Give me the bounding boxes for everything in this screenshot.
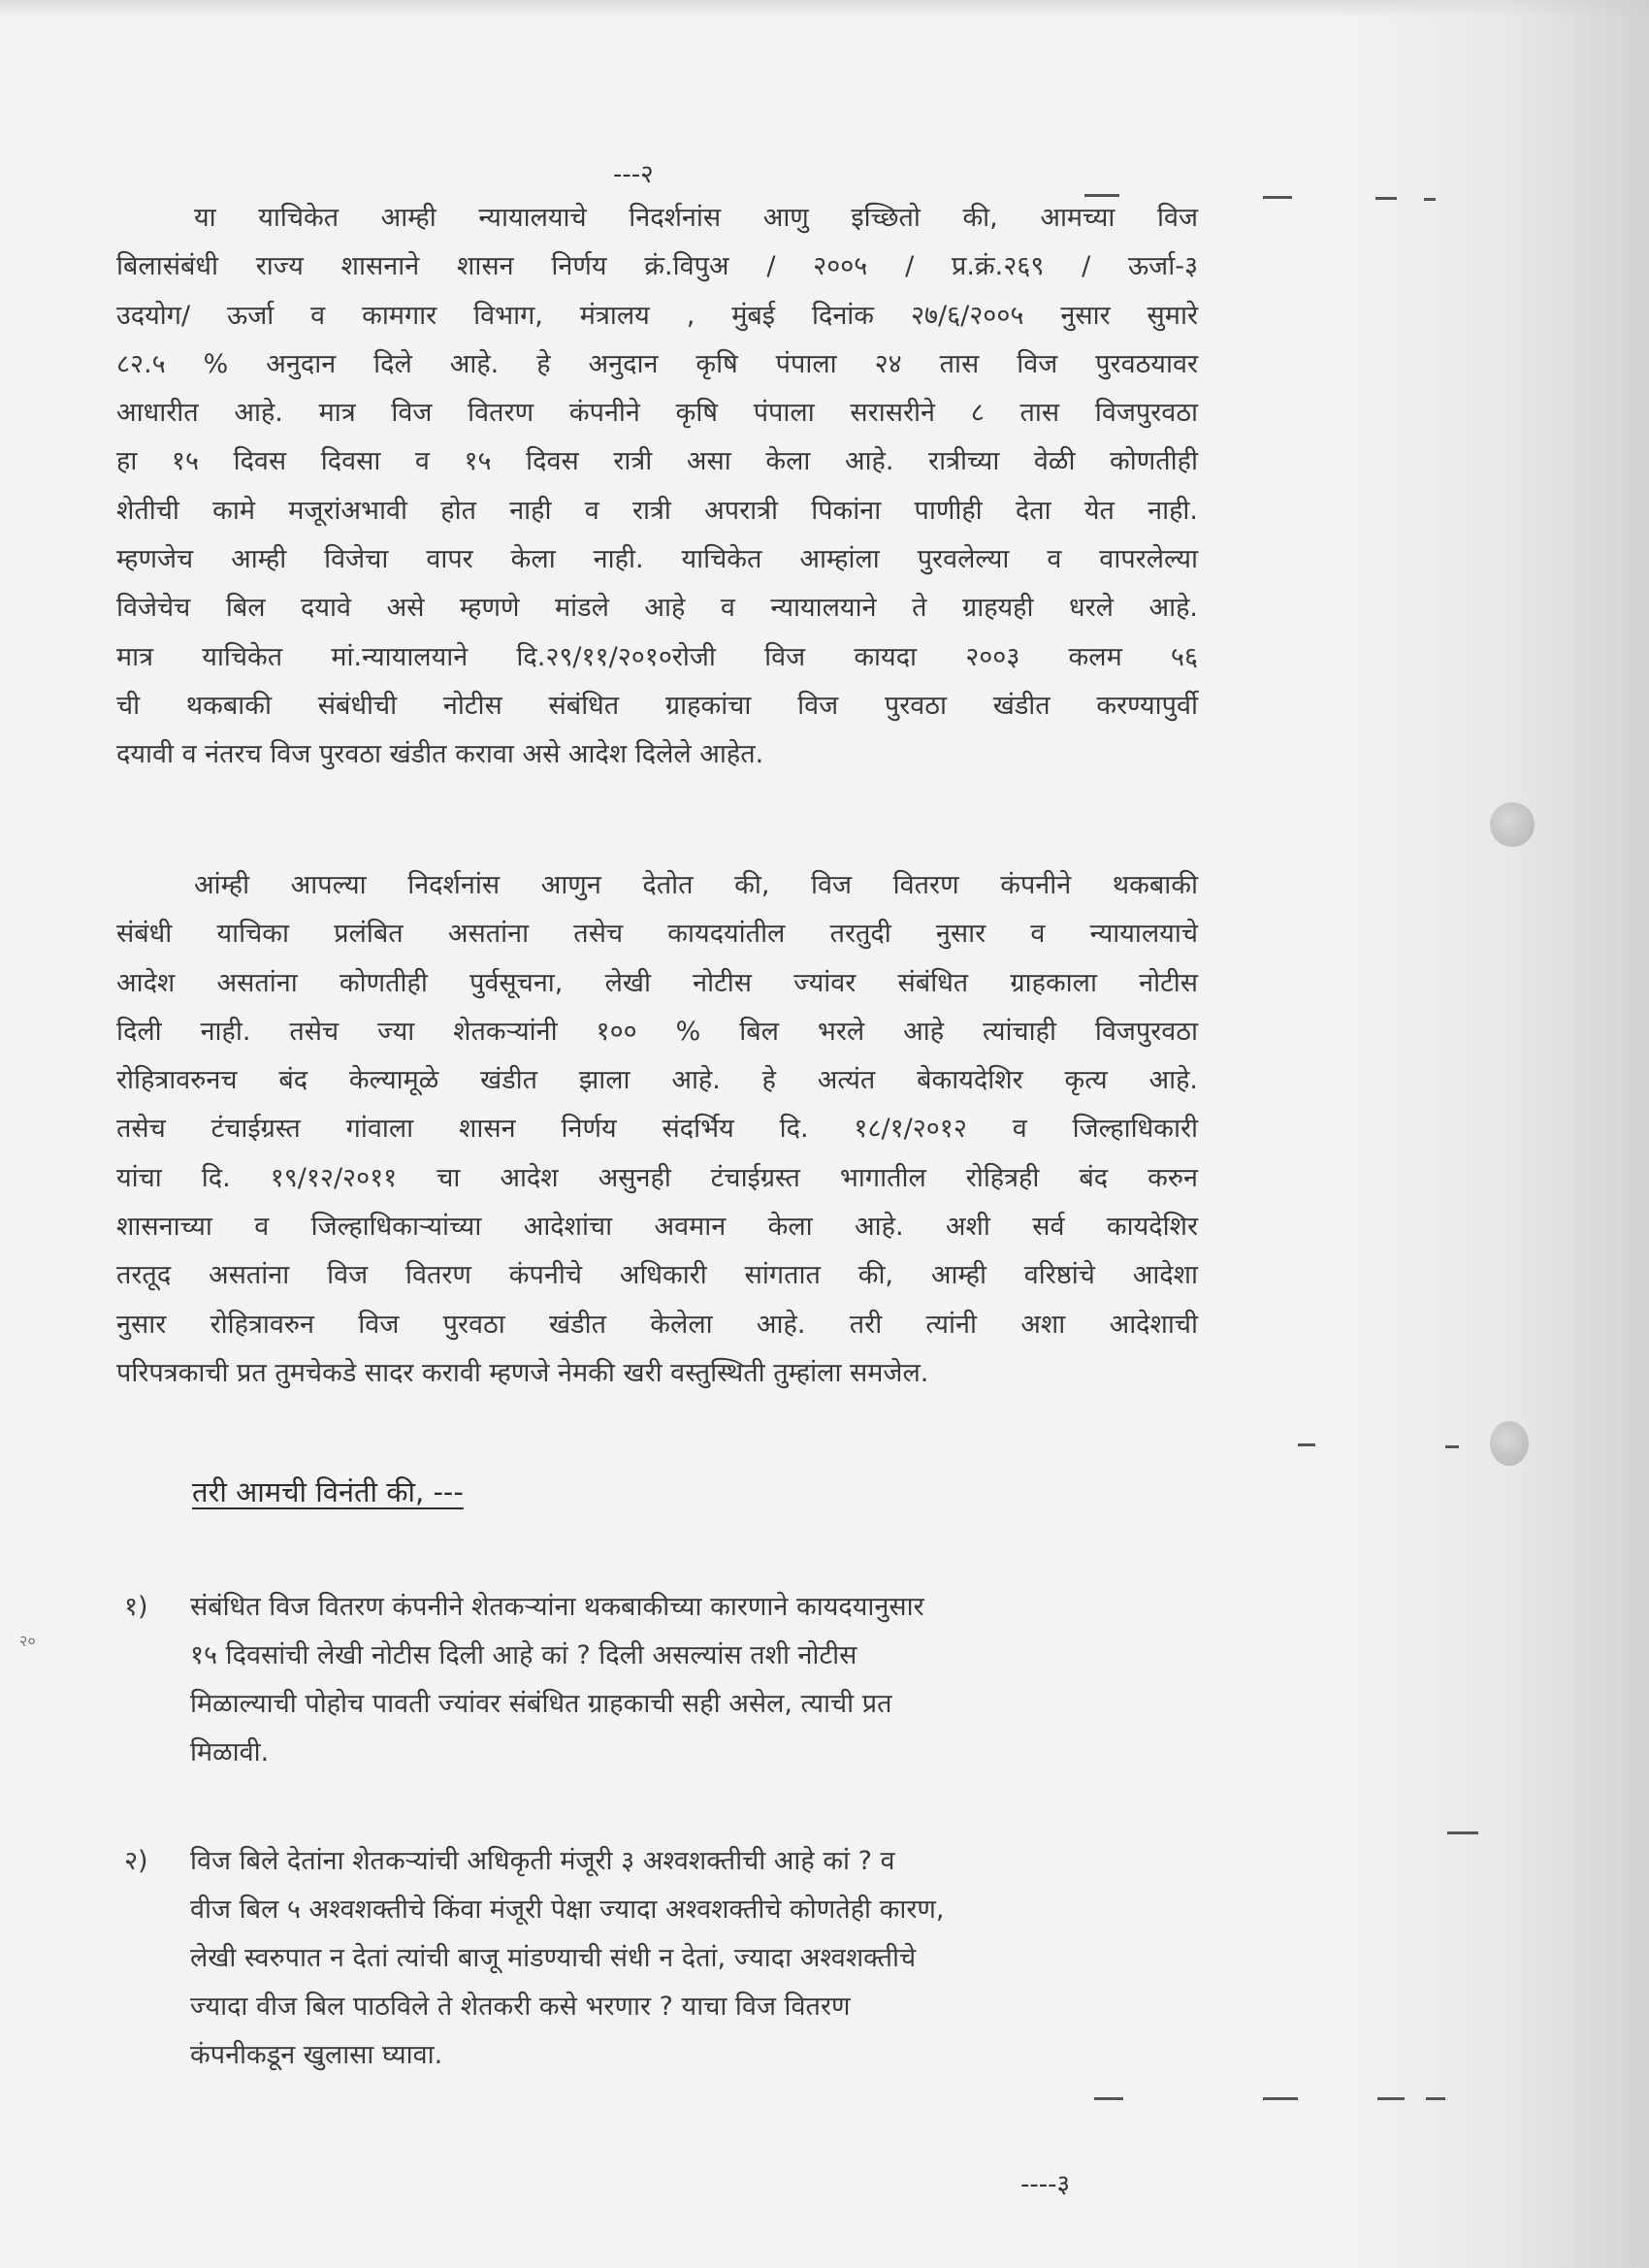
- margin-dash: [1377, 2097, 1405, 2100]
- margin-dash: [1445, 1445, 1459, 1448]
- paragraph-line: दिली नाही. तसेच ज्या शेतकऱ्यांनी १०० % बिल भरले आहे त्यांचाही विजपुरवठा: [116, 1016, 1198, 1047]
- request-heading: तरी आमची विनंती की, ---: [192, 1475, 464, 1508]
- paragraph-line: नुसार रोहित्रावरुन विज पुरवठा खंडीत केलेला आहे. तरी त्यांनी अशा आदेशाची: [116, 1309, 1198, 1340]
- paragraph-line: या याचिकेत आम्ही न्यायालयाचे निदर्शनांस आणु इच्छितो की, आमच्या विज: [194, 203, 1198, 233]
- paragraph-line: दयावी व नंतरच विज पुरवठा खंडीत करावा असे आदेश दिलेले आहेत.: [116, 739, 764, 770]
- paragraph-line: आधारीत आहे. मात्र विज वितरण कंपनीने कृषि पंपाला सरासरीने ८ तास विजपुरवठा: [116, 398, 1198, 429]
- paragraph-line: शासनाच्या व जिल्हाधिकाऱ्यांच्या आदेशांचा अवमान केला आहे. अशी सर्व कायदेशिर: [116, 1212, 1198, 1243]
- paragraph-line: तसेच टंचाईग्रस्त गांवाला शासन निर्णय संदर्भिय दि. १८/१/२०१२ व जिल्हाधिकारी: [116, 1114, 1198, 1145]
- margin-dash: [1447, 1831, 1478, 1834]
- paragraph-line: ची थकबाकी संबंधीची नोटीस संबंधित ग्राहकांचा विज पुरवठा खंडीत करण्यापुर्वी: [116, 690, 1198, 721]
- page-curl-shadow: [1329, 0, 1649, 2268]
- request-number: २): [124, 1846, 148, 1876]
- request-number: १): [124, 1592, 148, 1622]
- paragraph-line: यांचा दि. १९/१२/२०११ चा आदेश असुनही टंचाईग्रस्त भागातील रोहित्रही बंद करुन: [116, 1162, 1198, 1193]
- request-line: मिळाल्याची पोहोच पावती ज्यांवर संबंधित ग्राहकाची सही असेल, त्याची प्रत: [190, 1689, 892, 1719]
- paragraph-line: शेतीची कामे मजूरांअभावी होत नाही व रात्री अपरात्री पिकांना पाणीही देता येत नाही.: [116, 495, 1198, 526]
- request-item-2: [116, 1837, 1198, 2080]
- paragraph-2: [116, 861, 1198, 1398]
- margin-dash: [1426, 2097, 1445, 2100]
- footer-page-number: ----३: [1020, 2170, 1071, 2199]
- paragraph-line: रोहित्रावरुनच बंद केल्यामूळे खंडीत झाला आहे. हे अत्यंत बेकायदेशिर कृत्य आहे.: [116, 1065, 1198, 1096]
- request-line: कंपनीकडून खुलासा घ्यावा.: [190, 2040, 443, 2070]
- request-line: विज बिले देतांना शेतकऱ्यांची अधिकृती मंजूरी ३ अश्वशक्तीची आहे कां ? व: [190, 1846, 895, 1876]
- request-line: ज्यादा वीज बिल पाठविले ते शेतकरी कसे भरणार ? याचा विज वितरण: [190, 1992, 851, 2022]
- paragraph-line: उदयोग/ ऊर्जा व कामगार विभाग, मंत्रालय , मुंबई दिनांक २७/६/२००५ नुसार सुमारे: [116, 300, 1198, 331]
- margin-dash: [1094, 2097, 1123, 2100]
- page-top-edge: [0, 0, 1649, 17]
- margin-dash: [1375, 197, 1397, 200]
- paragraph-line: ८२.५ % अनुदान दिले आहे. हे अनुदान कृषि पंपाला २४ तास विज पुरवठयावर: [116, 348, 1198, 379]
- request-body: [190, 1583, 1198, 1777]
- request-line: मिळावी.: [190, 1737, 270, 1767]
- paragraph-line: हा १५ दिवस दिवसा व १५ दिवस रात्री असा केला आहे. रात्रीच्या वेळी कोणतीही: [116, 446, 1198, 477]
- punch-hole-lower: [1490, 1421, 1529, 1466]
- paragraph-line: विजेचेच बिल दयावे असे म्हणणे मांडले आहे व न्यायालयाने ते ग्राहयही धरले आहे.: [116, 593, 1198, 624]
- paragraph-line: परिपत्रकाची प्रत तुमचेकडे सादर करावी म्हणजे नेमकी खरी वस्तुस्थिती तुम्हांला समजेल.: [116, 1357, 929, 1388]
- paragraph-line: म्हणजेच आम्ही विजेचा वापर केला नाही. याचिकेत आम्हांला पुरवलेल्या व वापरलेल्या: [116, 544, 1198, 575]
- request-line: संबंधित विज वितरण कंपनीने शेतकऱ्यांना थकबाकीच्या कारणाने कायदयानुसार: [190, 1592, 924, 1622]
- margin-dash: [1298, 1443, 1315, 1446]
- request-line: लेखी स्वरुपात न देतां त्यांची बाजू मांडण्याची संधी न देतां, ज्यादा अश्वशक्तीचे: [190, 1943, 917, 1973]
- paragraph-line: मात्र याचिकेत मां.न्यायालयाने दि.२९/११/२०१०रोजी विज कायदा २००३ कलम ५६: [116, 641, 1198, 672]
- margin-dash: [1424, 198, 1436, 201]
- paragraph-line: बिलासंबंधी राज्य शासनाने शासन निर्णय क्रं.विपुअ / २००५ / प्र.क्रं.२६९ / ऊर्जा-३: [116, 251, 1198, 282]
- paragraph-line: आदेश असतांना कोणतीही पुर्वसूचना, लेखी नोटीस ज्यांवर संबंधित ग्राहकाला नोटीस: [116, 967, 1198, 998]
- punch-hole-upper: [1490, 802, 1535, 847]
- request-item-1: [116, 1583, 1198, 1777]
- paragraph-line: संबंधी याचिका प्रलंबित असतांना तसेच कायदयांतील तरतुदी नुसार व न्यायालयाचे: [116, 919, 1198, 950]
- paragraph-1: [116, 194, 1198, 780]
- request-body: [190, 1837, 1198, 2080]
- margin-mark: २०: [19, 1632, 36, 1650]
- header-page-number: ---२: [613, 160, 654, 189]
- request-line: १५ दिवसांची लेखी नोटीस दिली आहे कां ? दिली असल्यांस तशी नोटीस: [190, 1640, 857, 1670]
- request-line: वीज बिल ५ अश्वशक्तीचे किंवा मंजूरी पेक्षा ज्यादा अश्वशक्तीचे कोणतेही कारण,: [190, 1895, 945, 1925]
- paragraph-line: तरतूद असतांना विज वितरण कंपनीचे अधिकारी सांगतात की, आम्ही वरिष्ठांचे आदेशा: [116, 1260, 1198, 1291]
- margin-dash: [1263, 2097, 1298, 2100]
- paragraph-line: आंम्ही आपल्या निदर्शनांस आणुन देतोत की, विज वितरण कंपनीने थकबाकी: [194, 870, 1198, 900]
- margin-dash: [1263, 196, 1292, 199]
